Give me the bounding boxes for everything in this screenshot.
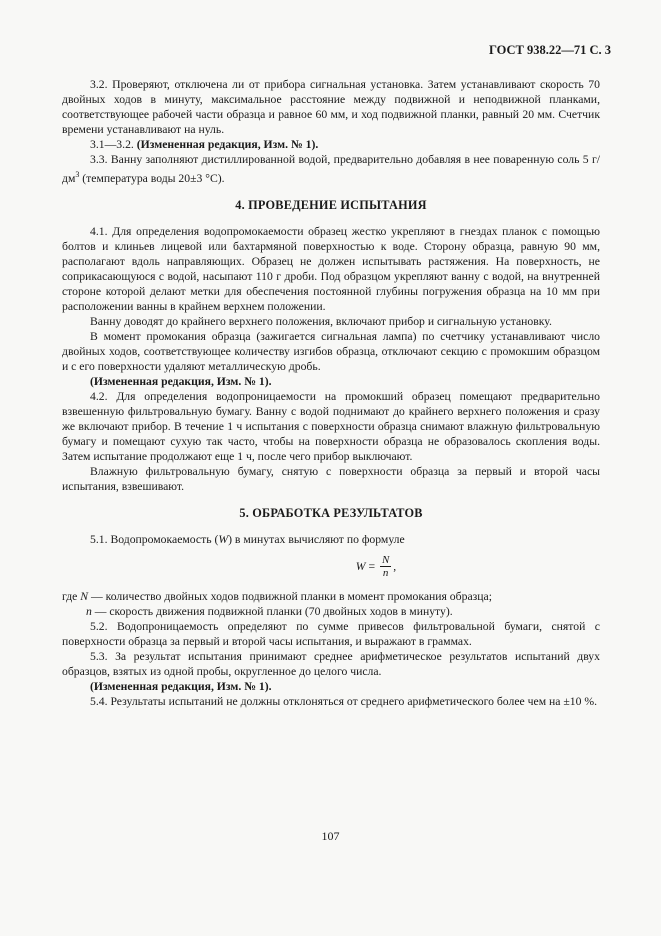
variable-w: W bbox=[218, 532, 229, 546]
formula bbox=[152, 551, 600, 583]
where-label: где bbox=[62, 589, 81, 603]
clause-range: 3.1—3.2. bbox=[90, 138, 134, 151]
paragraph-5-1-text: 5.1. Водопромокаемость ( bbox=[90, 532, 219, 546]
amendment-note-4-1: (Измененная редакция, Изм. № 1). bbox=[90, 374, 272, 388]
amendment-note: (Измененная редакция, Изм. № 1). bbox=[136, 138, 319, 151]
document-header: ГОСТ 938.22—71 С. 3 bbox=[488, 43, 611, 57]
paragraph-5-3: 5.3. За результат испытания принимают среднее арифметическое результатов испытаний двух образцов, взятых из одной пробы, округленное до целого числа. bbox=[62, 649, 600, 678]
where-clause-n-cap bbox=[62, 589, 600, 604]
paragraph-3-2: 3.2. Проверяют, отключена ли от прибора сигнальная установка. Затем устанавливают скорость 70 двойных ходов в минуту, максимальное расстояние между подвижной и неподвижной планками, соответствующее рабочей части образца и равное 60 мм, и ход подвижной планки, равный 20 мм. Счетчик времени устанавливают на нуль. bbox=[62, 78, 600, 136]
paragraph-4-1-b: Ванну доводят до крайнего верхнего положения, включают прибор и сигнальную установку. bbox=[90, 314, 552, 328]
formula-equals: = bbox=[365, 560, 378, 574]
paragraph-3-3-text: 3.3. Ванну заполняют дистиллированной водой, предварительно добавляя в нее поваренную соль 5 г/дм bbox=[62, 153, 600, 185]
paragraph-4-1-c: В момент промокания образца (зажигается сигнальная лампа) по счетчику устанавливают число двойных ходов, соответствующее количеству изгибов образца, отключают секцию с промокшим образцом и с его поверхности удаляют металлическую дробь. bbox=[62, 329, 600, 373]
paragraph-5-4: 5.4. Результаты испытаний не должны отклоняться от среднего арифметического более чем на ±10 %. bbox=[90, 694, 598, 708]
where-n-cap-definition: — количество двойных ходов подвижной планки в момент промокания образца; bbox=[88, 589, 492, 603]
section-5-title: 5. ОБРАБОТКА РЕЗУЛЬТАТОВ bbox=[239, 505, 423, 520]
formula-tail: , bbox=[393, 560, 397, 574]
paragraph-5-1-tail: ) в минутах вычисляют по формуле bbox=[228, 532, 405, 546]
variable-n-cap: N bbox=[80, 589, 89, 603]
where-clause-n bbox=[62, 604, 600, 619]
paragraph-4-2: 4.2. Для определения водопроницаемости на промокший образец помещают предварительно взвешенную фильтровальную бумагу. Ванну с водой поднимают до крайнего верхнего положения и сразу же включают прибор. В течение 1 ч испытания с поверхности образца снимают влажную фильтровальную бумагу и помещают сухую так часто, чтобы на поверхности образца не образовалось скопления воды. Затем испытание продолжают еще 1 ч, после чего прибор выключают. bbox=[62, 389, 600, 463]
paragraph-3-3 bbox=[62, 152, 600, 186]
formula-numerator: N bbox=[381, 554, 390, 567]
section-4-title: 4. ПРОВЕДЕНИЕ ИСПЫТАНИЯ bbox=[235, 197, 427, 212]
formula-lhs: W bbox=[355, 560, 366, 574]
formula-fraction bbox=[380, 554, 391, 579]
where-n-definition: — скорость движения подвижной планки (70 двойных ходов в минуту). bbox=[91, 604, 453, 618]
amendment-note-5-3: (Измененная редакция, Изм. № 1). bbox=[90, 679, 272, 693]
paragraph-3-3-tail: (температура воды 20±3 °С). bbox=[79, 171, 225, 185]
formula-denominator: n bbox=[382, 567, 389, 580]
variable-n: n bbox=[86, 604, 92, 618]
paragraph-5-2: 5.2. Водопроницаемость определяют по сумме привесов фильтровальной бумаги, снятой с поверхности образца за первый и второй часы испытания, и выражают в граммах. bbox=[62, 619, 600, 648]
document-body bbox=[62, 77, 600, 709]
amendment-note-3-1-3-2 bbox=[62, 137, 600, 152]
paragraph-4-1: 4.1. Для определения водопромокаемости образец жестко укрепляют в гнездах планок с помощью болтов и клиньев лицевой или бахтармяной поверхностью к воде. Сторону образца, равную 90 мм, располагают вдоль направляющих. Образец не должен испытывать растяжения. На поверхность, не соприкасающуюся с водой, насыпают 110 г дроби. Под образцом укрепляют ванну с водой, на внутренней стороне которой делают метки для обеспечения постоянной глубины погружения образца на 10 мм при расположении ванны в крайнем верхнем положении. bbox=[62, 224, 600, 313]
superscript-3: 3 bbox=[75, 170, 80, 179]
page-number: 107 bbox=[321, 829, 340, 843]
paragraph-5-1 bbox=[62, 532, 600, 547]
paragraph-4-2-b: Влажную фильтровальную бумагу, снятую с поверхности образца за первый и второй часы испытания, взвешивают. bbox=[62, 464, 600, 493]
